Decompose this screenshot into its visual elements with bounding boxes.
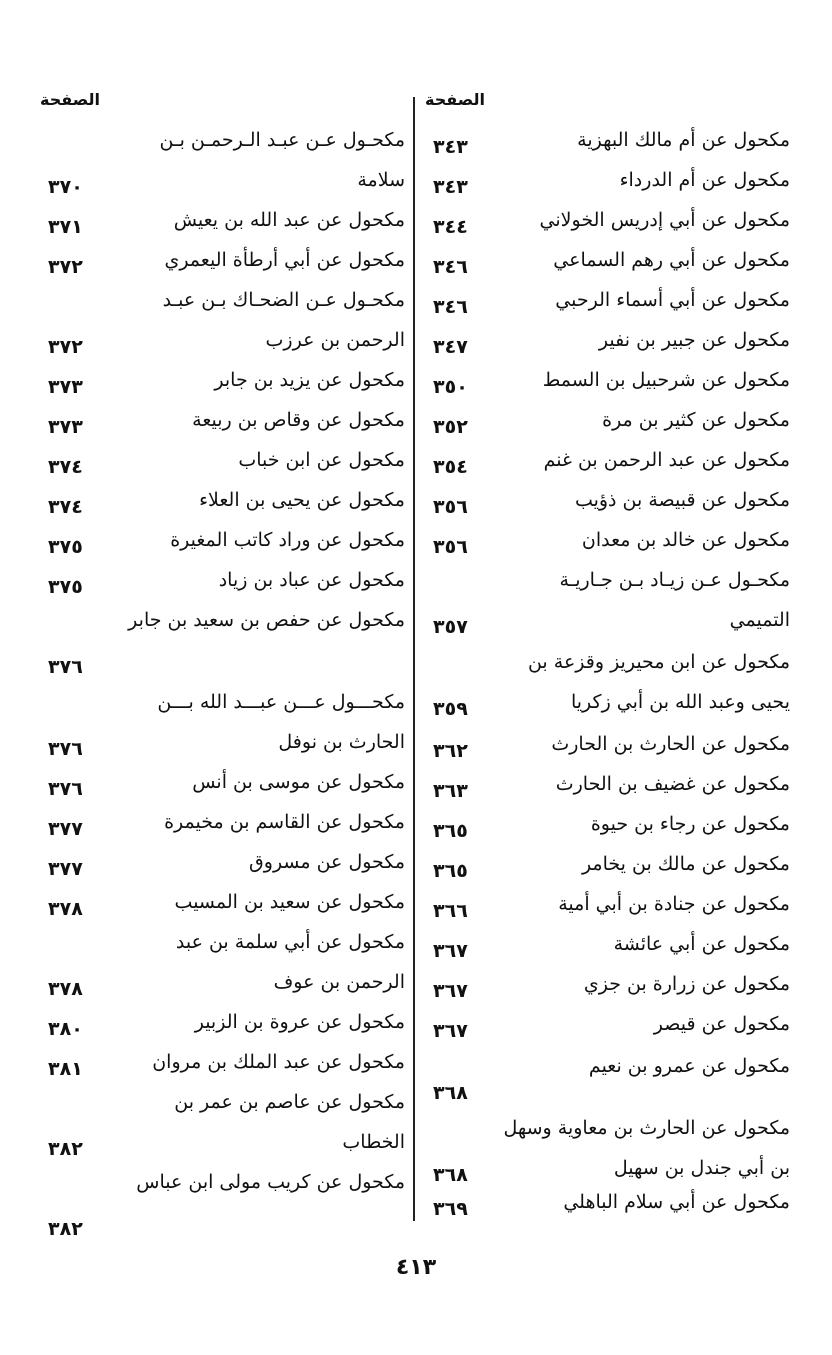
entry-title: مكحول عن أم مالك البهزية xyxy=(577,129,790,151)
entry-page-number: ٣٦٢ xyxy=(433,740,468,762)
index-entry xyxy=(425,1108,790,1188)
entry-title: مكحول عن كريب مولى ابن عباس xyxy=(136,1171,405,1193)
entry-title: مكحول عن أبي رهم السماعي xyxy=(553,249,790,271)
entry-page-number: ٣٤٦ xyxy=(433,296,468,318)
index-entry xyxy=(40,1042,405,1082)
index-entry xyxy=(40,1162,405,1242)
index-entry xyxy=(425,120,790,160)
index-entry xyxy=(425,240,790,280)
entry-page-number: ٣٦٧ xyxy=(433,1020,468,1042)
entry-page-number: ٣٧٤ xyxy=(48,496,83,518)
entry-page-number: ٣٦٦ xyxy=(433,900,468,922)
entry-title: مكحول عن جبير بن نفير xyxy=(598,329,790,351)
index-entry xyxy=(425,280,790,320)
entry-page-number: ٣٦٣ xyxy=(433,780,468,802)
entry-title: مكحول عن يزيد بن جابر xyxy=(214,369,405,391)
entry-page-number: ٣٤٤ xyxy=(433,216,468,238)
entry-title: مكحول عن ابن محيريز وقزعة بن يحيى وعبد الله بن أبي زكريا xyxy=(527,651,790,713)
entry-page-number: ٣٧٦ xyxy=(48,738,83,760)
entry-title: مكحول عن عباد بن زياد xyxy=(218,569,405,591)
index-entry xyxy=(425,764,790,804)
entry-page-number: ٣٧٧ xyxy=(48,818,83,840)
index-entry xyxy=(425,1182,790,1222)
entry-title: مكحـول عـن عبـد الـرحمـن بـن سلامة xyxy=(159,129,405,191)
index-entry xyxy=(40,520,405,560)
entry-page-number: ٣٦٥ xyxy=(433,820,468,842)
entry-page-number: ٣٦٧ xyxy=(433,980,468,1002)
entry-title: مكحول عن وقاص بن ربيعة xyxy=(192,409,405,431)
entry-page-number: ٣٨٠ xyxy=(48,1018,83,1040)
entry-title: مكحـــول عـــن عبـــد الله بـــن الحارث بن نوفل xyxy=(157,691,405,753)
index-entry xyxy=(40,762,405,802)
index-entry xyxy=(40,480,405,520)
index-entry xyxy=(425,480,790,520)
entry-title: مكحول عن غضيف بن الحارث xyxy=(555,773,790,795)
entry-title: مكحول عن ابن خباب xyxy=(238,449,405,471)
index-entry xyxy=(425,400,790,440)
entry-title: مكحول عن عاصم بن عمر بن الخطاب xyxy=(174,1091,405,1153)
entry-page-number: ٣٧٥ xyxy=(48,576,83,598)
index-entry xyxy=(40,1002,405,1042)
entry-page-number: ٣٤٣ xyxy=(433,136,468,158)
index-entry xyxy=(425,642,790,722)
index-entry xyxy=(425,160,790,200)
index-entry xyxy=(40,400,405,440)
entry-title: مكحول عن أبي أسماء الرحبي xyxy=(555,289,790,311)
entry-page-number: ٣٥٦ xyxy=(433,536,468,558)
entry-title: مكحول عن موسى بن أنس xyxy=(192,771,405,793)
column-divider xyxy=(413,97,415,1221)
entry-page-number: ٣٥٠ xyxy=(433,376,468,398)
index-entry xyxy=(40,682,405,762)
entry-title: مكحول عن مالك بن يخامر xyxy=(581,853,790,875)
index-entry xyxy=(40,200,405,240)
page-number: ٤١٣ xyxy=(395,1255,437,1280)
index-entry xyxy=(425,320,790,360)
entry-title: مكحول عن حفص بن سعيد بن جابر xyxy=(128,609,405,631)
index-entry xyxy=(425,884,790,924)
index-entry xyxy=(425,1004,790,1044)
entry-title: مكحول عن أبي سلمة بن عبد الرحمن بن عوف xyxy=(175,931,405,993)
entry-title: مكحول عن رجاء بن حيوة xyxy=(590,813,790,835)
entry-title: مكحول عن يحيى بن العلاء xyxy=(199,489,405,511)
index-entry xyxy=(40,1082,405,1162)
entry-page-number: ٣٦٧ xyxy=(433,940,468,962)
entry-page-number: ٣٧٨ xyxy=(48,978,83,1000)
entry-page-number: ٣٨٢ xyxy=(48,1138,83,1160)
entry-title: مكحـول عـن الضحـاك بـن عبـد الرحمن بن عرزب xyxy=(162,289,405,351)
page-column-header-right: الصفحة xyxy=(425,90,486,109)
index-entry xyxy=(425,964,790,1004)
index-entry xyxy=(40,360,405,400)
entry-page-number: ٣٤٣ xyxy=(433,176,468,198)
entry-page-number: ٣٥٩ xyxy=(433,698,468,720)
entry-title: مكحول عن قبيصة بن ذؤيب xyxy=(574,489,790,511)
entry-title: مكحول عن القاسم بن مخيمرة xyxy=(164,811,405,833)
index-entry xyxy=(425,804,790,844)
entry-title: مكحول عن عبد الملك بن مروان xyxy=(152,1051,405,1073)
entry-page-number: ٣٧٨ xyxy=(48,898,83,920)
index-entry xyxy=(40,240,405,280)
entry-title: مكحول عن وراد كاتب المغيرة xyxy=(170,529,405,551)
entry-page-number: ٣٤٧ xyxy=(433,336,468,358)
index-entry xyxy=(40,440,405,480)
entry-page-number: ٣٧٧ xyxy=(48,858,83,880)
entry-page-number: ٣٧٦ xyxy=(48,656,83,678)
index-entry xyxy=(40,922,405,1002)
entry-title: مكحول عن أبي عائشة xyxy=(613,933,790,955)
entry-page-number: ٣٧٢ xyxy=(48,256,83,278)
entry-title: مكحول عن الحارث بن الحارث xyxy=(551,733,790,755)
entry-title: مكحول عن جنادة بن أبي أمية xyxy=(558,893,790,915)
entry-page-number: ٣٥٤ xyxy=(433,456,468,478)
index-entry xyxy=(425,520,790,560)
entry-title: مكحول عن عمرو بن نعيم xyxy=(588,1055,790,1077)
page-column-header-left: الصفحة xyxy=(40,90,101,109)
entry-title: مكحول عن أبي سلام الباهلي xyxy=(563,1191,790,1213)
entry-page-number: ٣٨٢ xyxy=(48,1218,83,1240)
index-entry xyxy=(425,200,790,240)
index-entry xyxy=(425,724,790,764)
entry-page-number: ٣٧٣ xyxy=(48,416,83,438)
entry-title: مكحول عن أم الدرداء xyxy=(619,169,790,191)
entry-title: مكحول عن مسروق xyxy=(249,851,405,873)
entry-title: مكحول عن خالد بن معدان xyxy=(581,529,790,551)
index-entry xyxy=(40,802,405,842)
index-entry xyxy=(40,842,405,882)
entry-title: مكحول عن قيصر xyxy=(653,1013,790,1035)
entry-page-number: ٣٦٨ xyxy=(433,1082,468,1104)
entry-page-number: ٣٧٥ xyxy=(48,536,83,558)
index-entry xyxy=(40,560,405,600)
index-entry xyxy=(425,440,790,480)
entry-title: مكحول عن أبي أرطأة اليعمري xyxy=(164,249,405,271)
index-entry xyxy=(425,924,790,964)
entry-page-number: ٣٧٤ xyxy=(48,456,83,478)
index-entry xyxy=(40,882,405,922)
entry-page-number: ٣٧٣ xyxy=(48,376,83,398)
index-entry xyxy=(40,600,405,680)
entry-title: مكحول عن زرارة بن جزي xyxy=(583,973,790,995)
entry-page-number: ٣٤٦ xyxy=(433,256,468,278)
entry-title: مكحول عن عبد الله بن يعيش xyxy=(173,209,405,231)
entry-title: مكحول عن شرحبيل بن السمط xyxy=(542,369,790,391)
entry-page-number: ٣٧٠ xyxy=(48,176,83,198)
entry-title: مكحول عن كثير بن مرة xyxy=(602,409,790,431)
entry-page-number: ٣٦٩ xyxy=(433,1198,468,1220)
entry-page-number: ٣٧١ xyxy=(48,216,83,238)
entry-title: مكحـول عـن زيـاد بـن جـاريـة التميمي xyxy=(559,569,790,631)
entry-page-number: ٣٥٧ xyxy=(433,616,468,638)
entry-page-number: ٣٨١ xyxy=(48,1058,83,1080)
index-entry xyxy=(425,1046,790,1106)
entry-page-number: ٣٥٦ xyxy=(433,496,468,518)
entry-page-number: ٣٦٨ xyxy=(433,1164,468,1186)
entry-page-number: ٣٦٥ xyxy=(433,860,468,882)
entry-title: مكحول عن أبي إدريس الخولاني xyxy=(539,209,790,231)
entry-page-number: ٣٧٦ xyxy=(48,778,83,800)
index-entry xyxy=(40,280,405,360)
entry-title: مكحول عن الحارث بن معاوية وسهل بن أبي جندل بن سهيل xyxy=(503,1117,790,1179)
index-entry xyxy=(425,844,790,884)
entry-page-number: ٣٧٢ xyxy=(48,336,83,358)
entry-page-number: ٣٥٢ xyxy=(433,416,468,438)
index-entry xyxy=(425,360,790,400)
entry-title: مكحول عن عروة بن الزبير xyxy=(194,1011,405,1033)
entry-title: مكحول عن عبد الرحمن بن غنم xyxy=(543,449,790,471)
index-entry xyxy=(40,120,405,200)
index-entry xyxy=(425,560,790,640)
entry-title: مكحول عن سعيد بن المسيب xyxy=(174,891,405,913)
